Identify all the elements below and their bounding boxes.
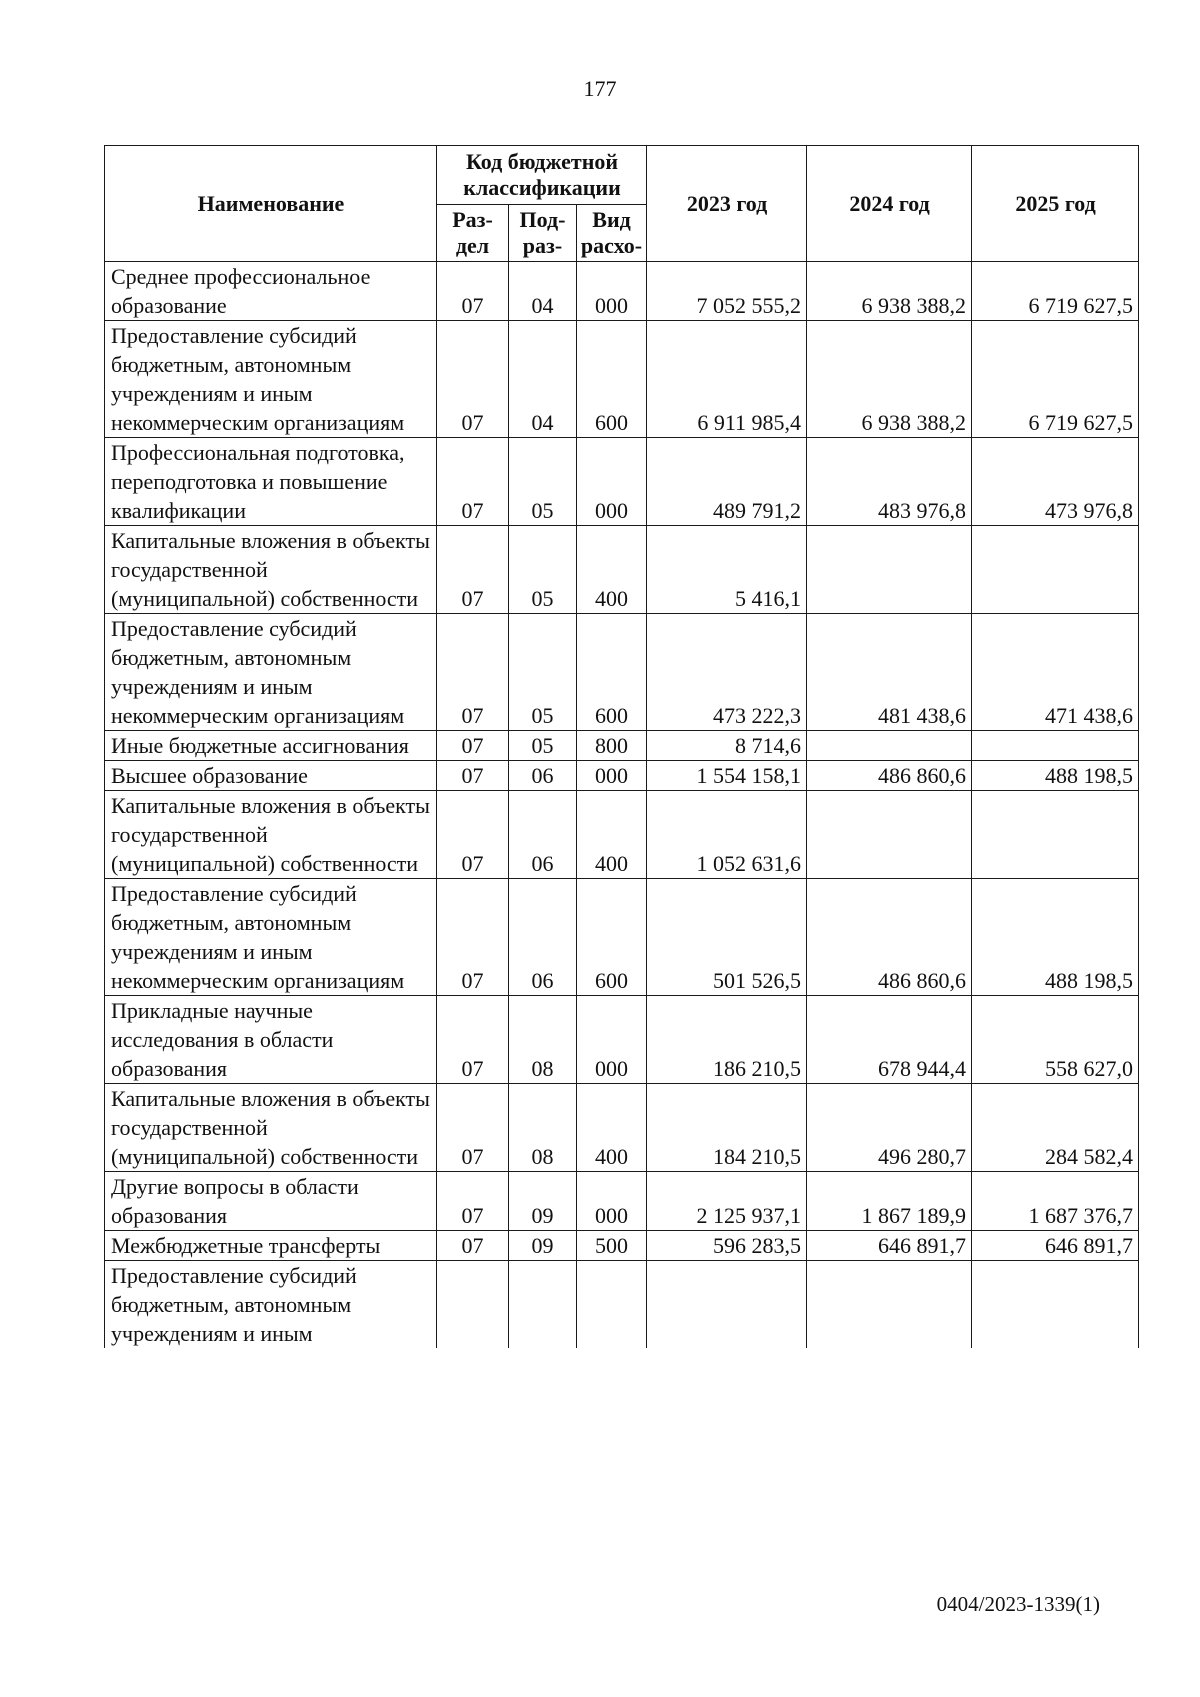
row-value-2024: 486 860,6 xyxy=(807,879,972,996)
row-value-2024: 481 438,6 xyxy=(807,614,972,731)
row-value-2025 xyxy=(972,731,1139,761)
row-vid: 400 xyxy=(577,526,647,614)
row-razdel: 07 xyxy=(437,996,509,1084)
row-razdel: 07 xyxy=(437,438,509,526)
row-value-2025: 6 719 627,5 xyxy=(972,262,1139,321)
row-razdel: 07 xyxy=(437,791,509,879)
row-value-2023: 186 210,5 xyxy=(647,996,807,1084)
row-value-2023: 2 125 937,1 xyxy=(647,1172,807,1231)
row-vid: 000 xyxy=(577,438,647,526)
budget-table xyxy=(104,145,1139,1348)
row-value-2023: 473 222,3 xyxy=(647,614,807,731)
header-2023: 2023 год xyxy=(647,146,807,262)
row-value-2023: 501 526,5 xyxy=(647,879,807,996)
row-podrazdel: 04 xyxy=(509,262,577,321)
table-row xyxy=(105,1261,1139,1349)
row-name: Другие вопросы в области образования xyxy=(105,1172,437,1231)
row-vid: 400 xyxy=(577,791,647,879)
row-value-2024: 486 860,6 xyxy=(807,761,972,791)
table-row xyxy=(105,438,1139,526)
document-id: 0404/2023-1339(1) xyxy=(936,1592,1100,1616)
row-name: Предоставление субсидий бюджетным, автономным учреждениям и иным xyxy=(105,1261,437,1349)
row-name: Иные бюджетные ассигнования xyxy=(105,731,437,761)
row-value-2023: 1 052 631,6 xyxy=(647,791,807,879)
row-value-2025 xyxy=(972,1261,1139,1349)
header-podrazdel: Под-раз- xyxy=(509,205,577,262)
row-podrazdel: 09 xyxy=(509,1231,577,1261)
row-value-2024 xyxy=(807,791,972,879)
header-name: Наименование xyxy=(105,146,437,262)
row-value-2025 xyxy=(972,526,1139,614)
table-header xyxy=(105,146,1139,262)
row-value-2024: 483 976,8 xyxy=(807,438,972,526)
row-vid: 000 xyxy=(577,996,647,1084)
row-name: Капитальные вложения в объекты государственной (муниципальной) собственности xyxy=(105,791,437,879)
row-razdel: 07 xyxy=(437,1084,509,1172)
table-row xyxy=(105,1172,1139,1231)
row-razdel: 07 xyxy=(437,731,509,761)
row-vid: 600 xyxy=(577,879,647,996)
table-row xyxy=(105,731,1139,761)
row-value-2023: 596 283,5 xyxy=(647,1231,807,1261)
row-name: Среднее профессиональное образование xyxy=(105,262,437,321)
row-podrazdel: 08 xyxy=(509,1084,577,1172)
row-value-2025: 558 627,0 xyxy=(972,996,1139,1084)
table-row xyxy=(105,1231,1139,1261)
row-podrazdel: 09 xyxy=(509,1172,577,1231)
row-value-2023: 7 052 555,2 xyxy=(647,262,807,321)
row-vid xyxy=(577,1261,647,1349)
row-razdel: 07 xyxy=(437,879,509,996)
row-podrazdel: 06 xyxy=(509,879,577,996)
row-name: Межбюджетные трансферты xyxy=(105,1231,437,1261)
table-body xyxy=(105,262,1139,1349)
row-razdel: 07 xyxy=(437,321,509,438)
page-number: 177 xyxy=(583,76,617,101)
table-row xyxy=(105,996,1139,1084)
row-name: Предоставление субсидий бюджетным, автономным учреждениям и иным некоммерческим организациям xyxy=(105,879,437,996)
row-podrazdel: 05 xyxy=(509,731,577,761)
row-value-2025: 6 719 627,5 xyxy=(972,321,1139,438)
row-value-2025: 284 582,4 xyxy=(972,1084,1139,1172)
row-value-2025 xyxy=(972,791,1139,879)
row-name: Предоставление субсидий бюджетным, автономным учреждениям и иным некоммерческим организациям xyxy=(105,321,437,438)
row-value-2024 xyxy=(807,731,972,761)
row-vid: 400 xyxy=(577,1084,647,1172)
table-row xyxy=(105,321,1139,438)
table-row xyxy=(105,526,1139,614)
row-value-2023: 184 210,5 xyxy=(647,1084,807,1172)
row-value-2023: 8 714,6 xyxy=(647,731,807,761)
row-value-2024: 6 938 388,2 xyxy=(807,262,972,321)
row-podrazdel: 06 xyxy=(509,761,577,791)
table-row xyxy=(105,262,1139,321)
row-value-2025: 488 198,5 xyxy=(972,879,1139,996)
table-row xyxy=(105,614,1139,731)
row-value-2024: 6 938 388,2 xyxy=(807,321,972,438)
header-code-group: Код бюджетной классификации xyxy=(437,146,647,205)
row-razdel: 07 xyxy=(437,1172,509,1231)
header-vid: Вид расхо- xyxy=(577,205,647,262)
table-row xyxy=(105,1084,1139,1172)
row-razdel: 07 xyxy=(437,614,509,731)
row-podrazdel: 04 xyxy=(509,321,577,438)
row-value-2025: 488 198,5 xyxy=(972,761,1139,791)
row-value-2023: 1 554 158,1 xyxy=(647,761,807,791)
row-name: Капитальные вложения в объекты государственной (муниципальной) собственности xyxy=(105,526,437,614)
row-podrazdel: 06 xyxy=(509,791,577,879)
row-name: Капитальные вложения в объекты государственной (муниципальной) собственности xyxy=(105,1084,437,1172)
row-value-2025: 646 891,7 xyxy=(972,1231,1139,1261)
header-2024: 2024 год xyxy=(807,146,972,262)
row-value-2025: 471 438,6 xyxy=(972,614,1139,731)
row-value-2023: 489 791,2 xyxy=(647,438,807,526)
row-razdel: 07 xyxy=(437,1231,509,1261)
row-value-2024: 678 944,4 xyxy=(807,996,972,1084)
row-value-2025: 1 687 376,7 xyxy=(972,1172,1139,1231)
header-razdel: Раз-дел xyxy=(437,205,509,262)
row-name: Прикладные научные исследования в области образования xyxy=(105,996,437,1084)
row-value-2024 xyxy=(807,526,972,614)
row-podrazdel: 05 xyxy=(509,526,577,614)
row-razdel: 07 xyxy=(437,262,509,321)
row-podrazdel xyxy=(509,1261,577,1349)
row-vid: 800 xyxy=(577,731,647,761)
row-value-2024: 1 867 189,9 xyxy=(807,1172,972,1231)
table-row xyxy=(105,791,1139,879)
row-value-2023: 6 911 985,4 xyxy=(647,321,807,438)
row-podrazdel: 05 xyxy=(509,614,577,731)
row-value-2024: 646 891,7 xyxy=(807,1231,972,1261)
row-podrazdel: 08 xyxy=(509,996,577,1084)
row-vid: 000 xyxy=(577,1172,647,1231)
row-vid: 000 xyxy=(577,761,647,791)
row-vid: 600 xyxy=(577,614,647,731)
row-value-2025: 473 976,8 xyxy=(972,438,1139,526)
row-podrazdel: 05 xyxy=(509,438,577,526)
row-vid: 500 xyxy=(577,1231,647,1261)
row-vid: 000 xyxy=(577,262,647,321)
table-row xyxy=(105,879,1139,996)
row-razdel: 07 xyxy=(437,761,509,791)
header-2025: 2025 год xyxy=(972,146,1139,262)
row-value-2023 xyxy=(647,1261,807,1349)
row-razdel: 07 xyxy=(437,526,509,614)
row-name: Предоставление субсидий бюджетным, автономным учреждениям и иным некоммерческим организациям xyxy=(105,614,437,731)
row-razdel xyxy=(437,1261,509,1349)
row-vid: 600 xyxy=(577,321,647,438)
row-name: Высшее образование xyxy=(105,761,437,791)
row-value-2023: 5 416,1 xyxy=(647,526,807,614)
row-name: Профессиональная подготовка, переподготовка и повышение квалификации xyxy=(105,438,437,526)
row-value-2024: 496 280,7 xyxy=(807,1084,972,1172)
row-value-2024 xyxy=(807,1261,972,1349)
table-row xyxy=(105,761,1139,791)
